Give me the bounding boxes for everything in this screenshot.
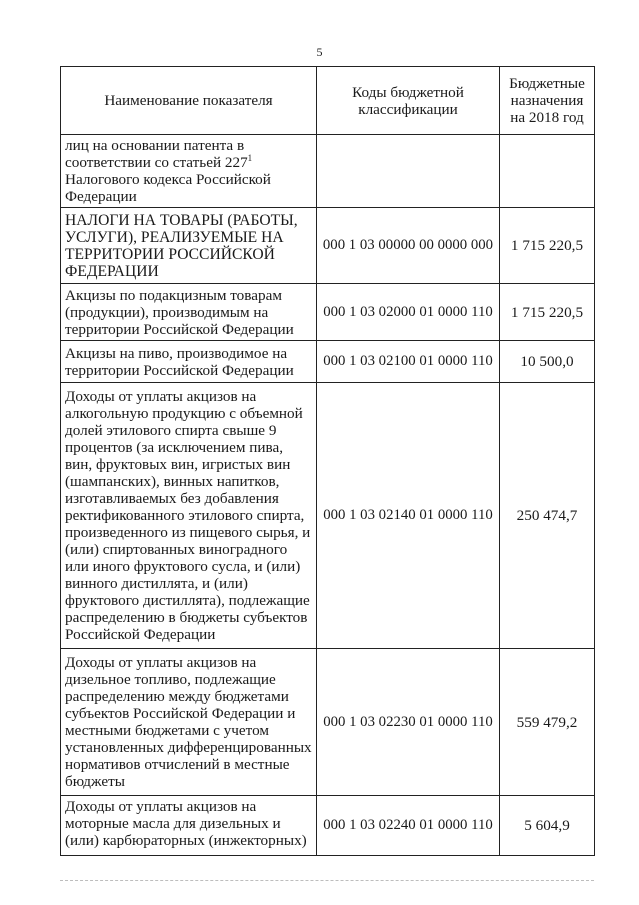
row-indicator-name: Акцизы на пиво, производимое на территории Российской Федерации: [61, 341, 317, 383]
page-number: 5: [316, 45, 323, 59]
row-classification-code: 000 1 03 02000 01 0000 110: [317, 284, 500, 341]
table-row: [61, 383, 595, 649]
row-classification-code: 000 1 03 02240 01 0000 110: [317, 796, 500, 856]
row-amount: 1 715 220,5: [500, 208, 595, 284]
table-header-row: [61, 67, 595, 135]
footnote-superscript: 1: [247, 152, 253, 163]
page-bottom-rule: [60, 880, 594, 881]
row-amount: 1 715 220,5: [500, 284, 595, 341]
row-indicator-name: НАЛОГИ НА ТОВАРЫ (РАБОТЫ, УСЛУГИ), РЕАЛИЗУЕМЫЕ НА ТЕРРИТОРИИ РОССИЙСКОЙ ФЕДЕРАЦИИ: [61, 208, 317, 284]
row-amount: 250 474,7: [500, 383, 595, 649]
row-classification-code: 000 1 03 00000 00 0000 000: [317, 208, 500, 284]
row-indicator-name: Доходы от уплаты акцизов на моторные масла для дизельных и (или) карбюраторных (инжекторных): [61, 796, 317, 856]
budget-revenue-table: [60, 66, 595, 856]
row-amount: [500, 135, 595, 208]
table-row: [61, 208, 595, 284]
row-indicator-name: Акцизы по подакцизным товарам (продукции), производимым на территории Российской Федерации: [61, 284, 317, 341]
header-budget-allocation-2018: Бюджетные назначения на 2018 год: [500, 67, 595, 135]
header-budget-classification-code: Коды бюджетной классификации: [317, 67, 500, 135]
row-classification-code: [317, 135, 500, 208]
row-classification-code: 000 1 03 02140 01 0000 110: [317, 383, 500, 649]
table-row: [61, 649, 595, 796]
header-indicator-name: Наименование показателя: [61, 67, 317, 135]
table-row: [61, 796, 595, 856]
row-amount: 10 500,0: [500, 341, 595, 383]
row-indicator-name: [61, 135, 317, 208]
table-row: [61, 341, 595, 383]
row-amount: 5 604,9: [500, 796, 595, 856]
row-indicator-name: Доходы от уплаты акцизов на дизельное топливо, подлежащие распределению между бюджетами субъектов Российской Федерации и местными бюджетами с учетом установленных дифференцированных нормативов отчислений в местные бюджеты: [61, 649, 317, 796]
table-row: [61, 284, 595, 341]
row-classification-code: 000 1 03 02100 01 0000 110: [317, 341, 500, 383]
row-indicator-name: Доходы от уплаты акцизов на алкогольную продукцию с объемной долей этилового спирта свыше 9 процентов (за исключением пива, вин, фруктовых вин, игристых вин (шампанских), винных напитков, изготавливаемых без добавления ректификованного этилового спирта, произведенного из пищевого сырья, и (или) спиртованных виноградного или иного фруктового сусла, и (или) винного дистиллята, и (или) фруктового дистиллята), подлежащие распределению в бюджеты субъектов Российской Федерации: [61, 383, 317, 649]
row-amount: 559 479,2: [500, 649, 595, 796]
row-classification-code: 000 1 03 02230 01 0000 110: [317, 649, 500, 796]
table-row: [61, 135, 595, 208]
row-name-text: лиц на основании патента в соответствии со статьей 227: [65, 137, 248, 171]
row-name-tail: Налогового кодекса Российской Федерации: [65, 171, 271, 205]
